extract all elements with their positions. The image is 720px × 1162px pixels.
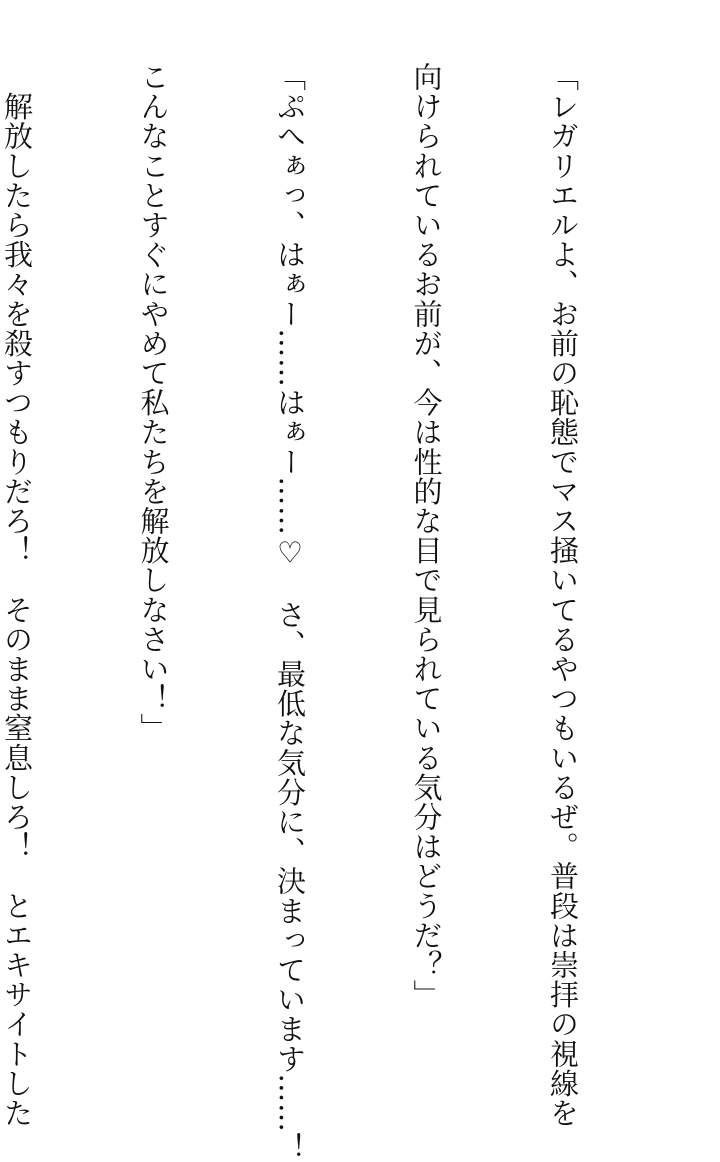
text-line: 「レガリエルよ、お前の恥態でマス掻いてるやつもいるぜ。普段は崇拝の視線を: [546, 62, 580, 1128]
text-line: 「ぷへぁっ、はぁー……はぁー……♡ さ、最低な気分に、決まっています……！: [273, 62, 307, 1162]
vertical-text-column: [0, 62, 676, 1162]
text-line: 向けられているお前が、今は性的な目で見られている気分はどうだ？」: [409, 62, 444, 1010]
text-line: こんなことすぐにやめて私たちを解放しなさい！」: [136, 62, 171, 743]
text-line: 解放したら我々を殺すつもりだろ！ そのまま窒息しろ！ とエキサイトした: [0, 62, 34, 1128]
